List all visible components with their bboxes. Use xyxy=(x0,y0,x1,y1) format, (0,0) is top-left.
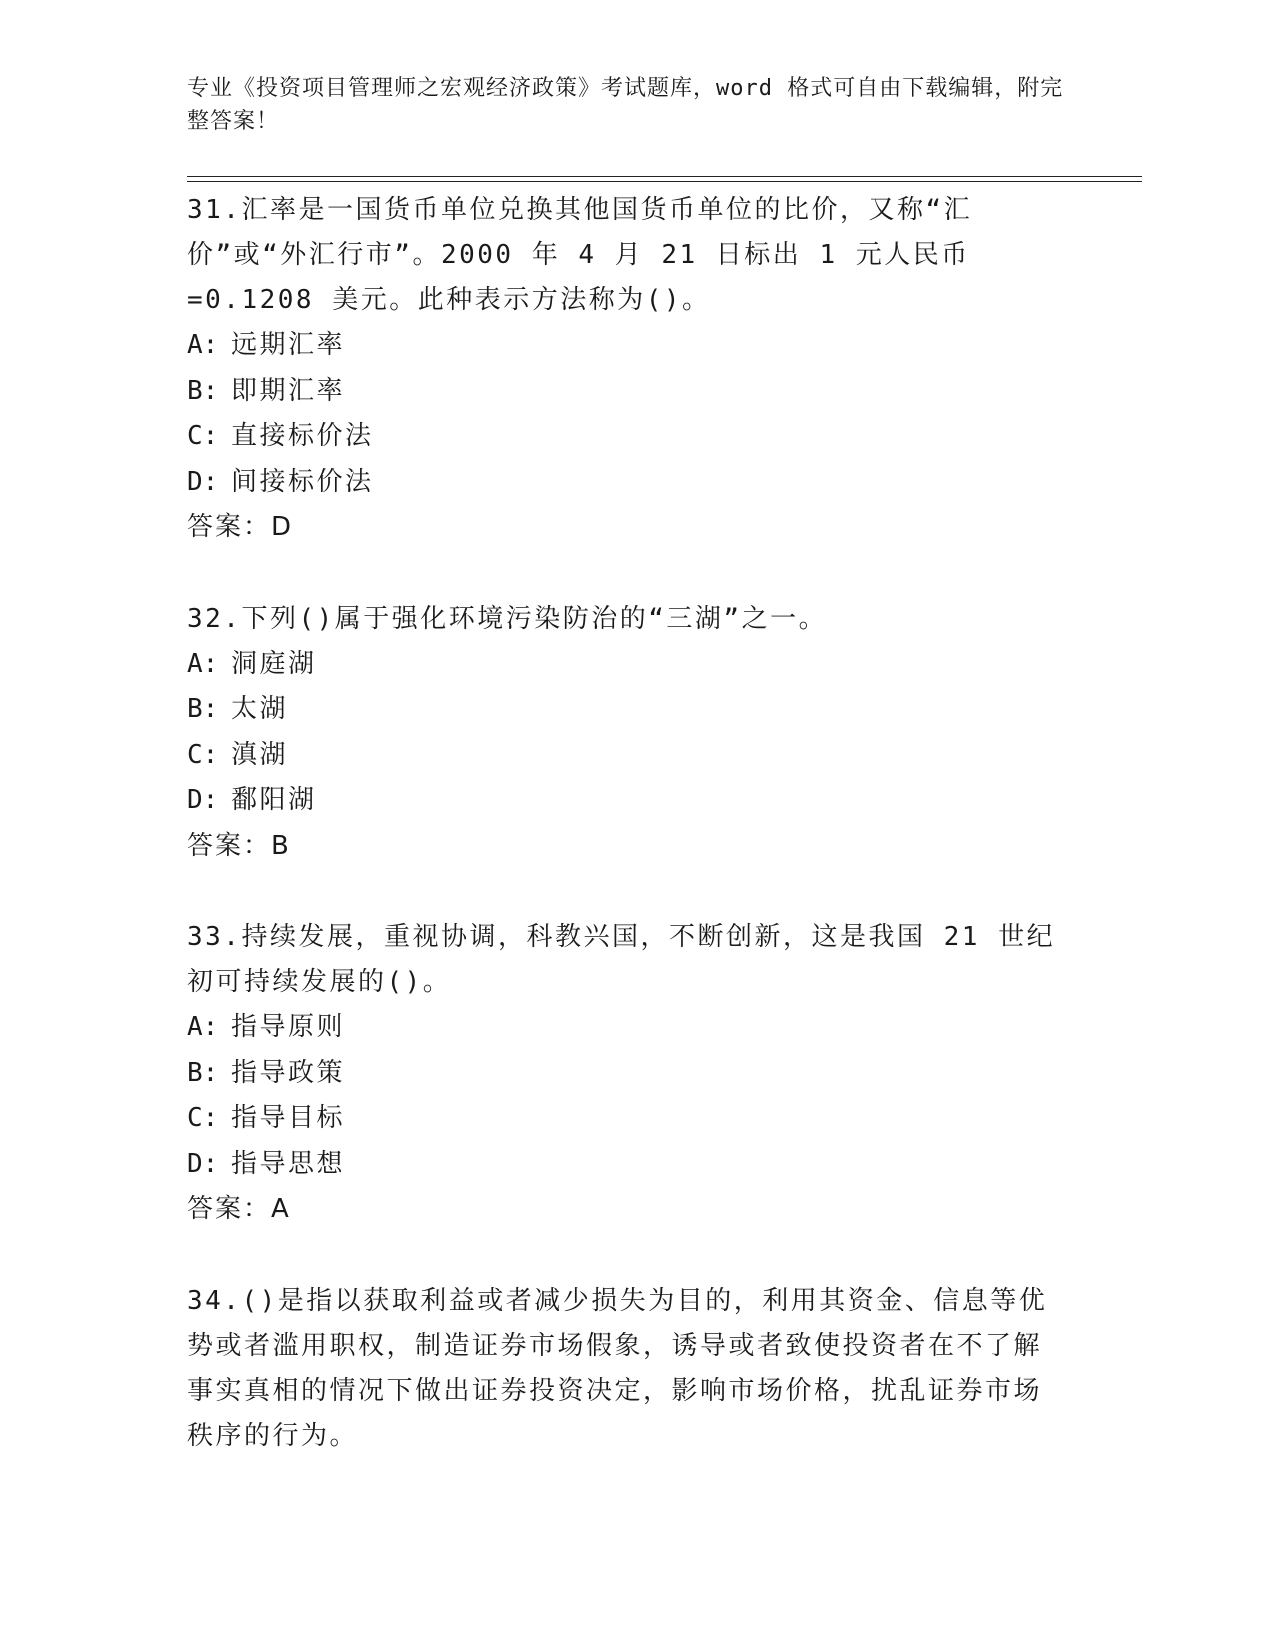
option-b xyxy=(187,687,1067,733)
option-key: D: xyxy=(187,785,219,815)
question-34 xyxy=(187,1279,1067,1459)
option-a xyxy=(187,1005,1067,1051)
option-key: D: xyxy=(187,1148,219,1179)
option-c xyxy=(187,1096,1067,1142)
option-c xyxy=(187,733,1067,779)
question-text: 33.持续发展，重视协调，科教兴国，不断创新，这是我国 21 世纪初可持续发展的()。 xyxy=(187,922,1056,997)
document-header xyxy=(187,72,1067,138)
option-key: B: xyxy=(187,375,219,406)
option-key: D: xyxy=(187,466,219,497)
option-key: A: xyxy=(187,1012,219,1042)
option-label: 指导政策 xyxy=(231,1057,346,1088)
option-b xyxy=(187,369,1067,415)
option-label: 直接标价法 xyxy=(231,421,374,451)
header-divider-bottom xyxy=(187,181,1142,182)
option-label: 指导思想 xyxy=(231,1148,346,1179)
option-key: C: xyxy=(187,1103,219,1133)
option-d xyxy=(187,778,1067,824)
option-label: 鄱阳湖 xyxy=(231,785,317,815)
question-list xyxy=(187,188,1067,1505)
option-label: 滇湖 xyxy=(231,739,289,770)
option-label: 间接标价法 xyxy=(231,466,374,497)
option-label: 洞庭湖 xyxy=(231,648,317,679)
option-label: 指导原则 xyxy=(231,1012,346,1042)
answer-text: 答案：D xyxy=(187,512,294,542)
option-c xyxy=(187,414,1067,460)
option-label: 远期汇率 xyxy=(231,330,346,360)
header-divider-top xyxy=(187,176,1142,177)
option-b xyxy=(187,1051,1067,1097)
option-label: 即期汇率 xyxy=(231,375,346,406)
question-text: 34.()是指以获取利益或者减少损失为目的，利用其资金、信息等优势或者滥用职权，制造证券市场假象，诱导或者致使投资者在不了解事实真相的情况下做出证券投资决定，影响市场价格，扰乱证券市场秩序的行为。 xyxy=(187,1285,1048,1451)
answer-text: 答案：B xyxy=(187,830,291,861)
option-key: B: xyxy=(187,1057,219,1088)
question-text: 31.汇率是一国货币单位兑换其他国货币单位的比价，又称“汇价”或“外汇行市”。2000 年 4 月 21 日标出 1 元人民币=0.1208 美元。此种表示方法称为()。 xyxy=(187,195,973,315)
option-key: A: xyxy=(187,330,219,360)
question-32 xyxy=(187,597,1067,870)
option-a xyxy=(187,642,1067,688)
question-text: 32.下列()属于强化环境污染防治的“三湖”之一。 xyxy=(187,603,828,634)
option-key: B: xyxy=(187,694,219,724)
option-key: C: xyxy=(187,739,219,770)
answer-text: 答案：A xyxy=(187,1194,291,1224)
option-label: 太湖 xyxy=(231,694,289,724)
option-a xyxy=(187,323,1067,369)
option-label: 指导目标 xyxy=(231,1103,346,1133)
option-key: A: xyxy=(187,648,219,679)
option-key: C: xyxy=(187,421,219,451)
question-33 xyxy=(187,915,1067,1233)
option-d xyxy=(187,1142,1067,1188)
header-intro-text: 专业《投资项目管理师之宏观经济政策》考试题库，word 格式可自由下载编辑，附完整答案！ xyxy=(187,76,1064,134)
option-d xyxy=(187,460,1067,506)
question-31 xyxy=(187,188,1067,551)
